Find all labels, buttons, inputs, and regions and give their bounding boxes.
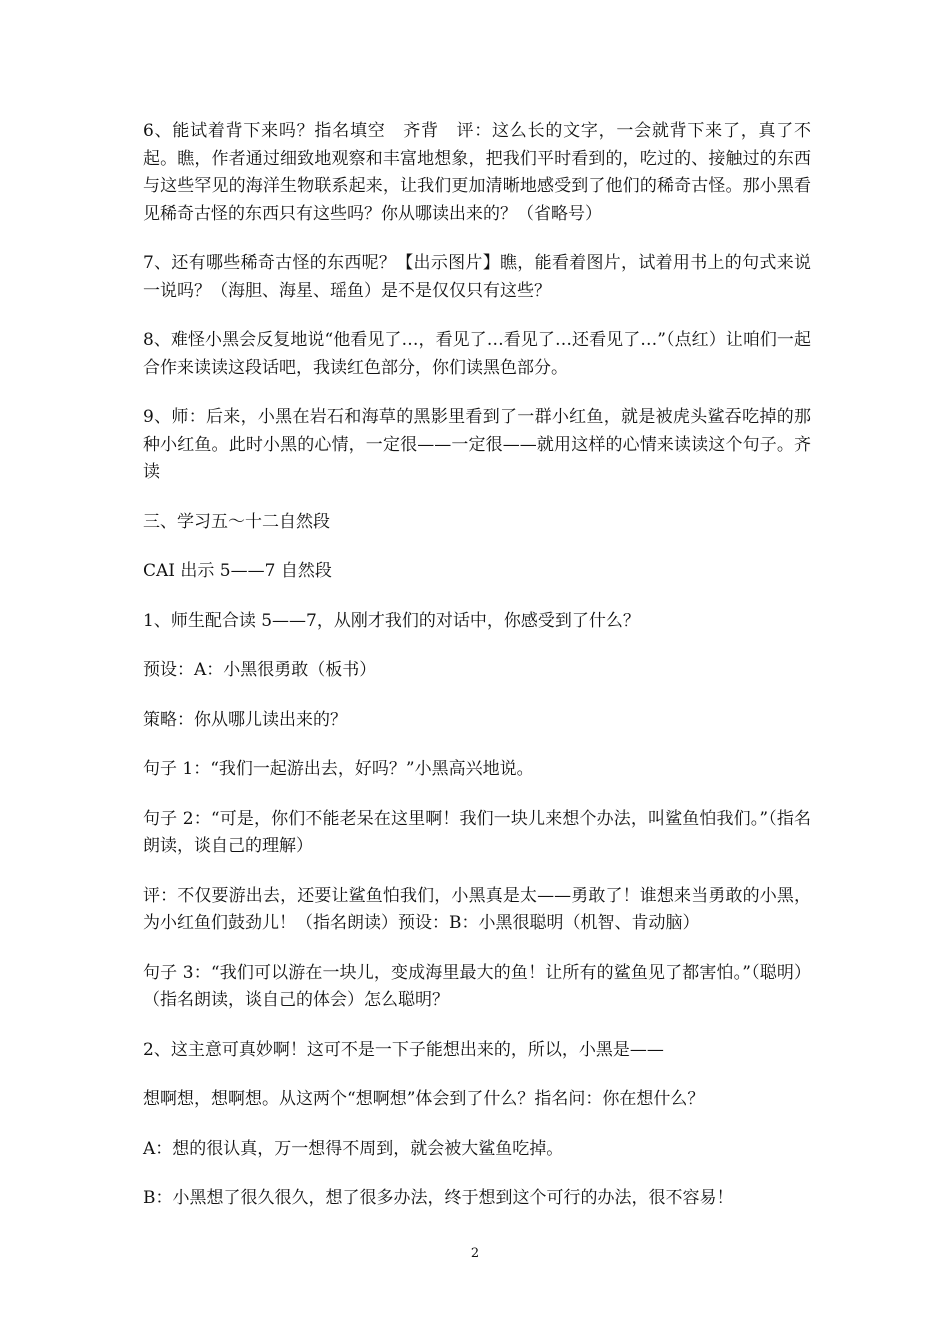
preset-a: 预设：A：小黑很勇敢（板书）	[143, 660, 377, 680]
answer-a: A：想的很认真，万一想得不周到，就会被大鲨鱼吃掉。	[143, 1138, 564, 1159]
strategy: 策略：你从哪儿读出来的？	[143, 709, 347, 730]
paragraph-9: 9、师：后来，小黑在岩石和海草的黑影里看到了一群小红鱼，就是被虎头鲨吞吃掉的那种小红鱼。此时小黑的心情，一定很——一定很——就用这样的心情来读读这个句子。齐读	[143, 407, 811, 482]
document-body	[143, 118, 811, 1235]
paragraph-6: 6、能试着背下来吗？指名填空 齐背 评：这么长的文字，一会就背下来了，真了不起。瞧，作者通过细致地观察和丰富地想象，把我们平时看到的，吃过的、接触过的东西与这些罕见的海洋生物联系起来，让我们更加清晰地感受到了他们的稀奇古怪。那小黑看见稀奇古怪的东西只有这些吗？你从哪读出来的？（省略号）	[143, 121, 811, 224]
sentence-3: 句子 3：“我们可以游在一块儿，变成海里最大的鱼！让所有的鲨鱼见了都害怕。”（聪明）（指名朗读，谈自己的体会）怎么聪明？	[143, 962, 811, 1010]
section-heading-3: 三、学习五～十二自然段	[143, 511, 330, 532]
answer-b: B：小黑想了很久很久，想了很多办法，终于想到这个可行的办法，很不容易！	[143, 1188, 734, 1208]
page-number: 2	[470, 1246, 480, 1261]
sentence-2: 句子 2：“可是，你们不能老呆在这里啊！我们一块儿来想个办法，叫鲨鱼怕我们。”（指名朗读，谈自己的理解）	[143, 808, 811, 856]
comment-preset-b: 评：不仅要游出去，还要让鲨鱼怕我们，小黑真是太——勇敢了！谁想来当勇敢的小黑，为小红鱼们鼓劲儿！（指名朗读）预设：B：小黑很聪明（机智、肯动脑）	[143, 885, 811, 933]
paragraph-1: 1、师生配合读 5——7，从刚才我们的对话中，你感受到了什么？	[143, 610, 640, 631]
paragraph-2: 2、这主意可真妙啊！这可不是一下子能想出来的，所以，小黑是——	[143, 1039, 664, 1060]
sentence-1: 句子 1：“我们一起游出去，好吗？”小黑高兴地说。	[143, 759, 534, 779]
paragraph-7: 7、还有哪些稀奇古怪的东西呢？【出示图片】瞧，能看着图片，试着用书上的句式来说一说吗？（海胆、海星、瑶鱼）是不是仅仅只有这些？	[143, 253, 811, 301]
paragraph-8: 8、难怪小黑会反复地说“他看见了…，看见了…看见了…还看见了…”（点红）让咱们一起合作来读读这段话吧，我读红色部分，你们读黑色部分。	[143, 330, 811, 378]
cai-note: CAI 出示 5——7 自然段	[143, 561, 332, 581]
thinking-paragraph: 想啊想，想啊想。从这两个“想啊想”体会到了什么？指名问：你在想什么？	[143, 1089, 705, 1109]
